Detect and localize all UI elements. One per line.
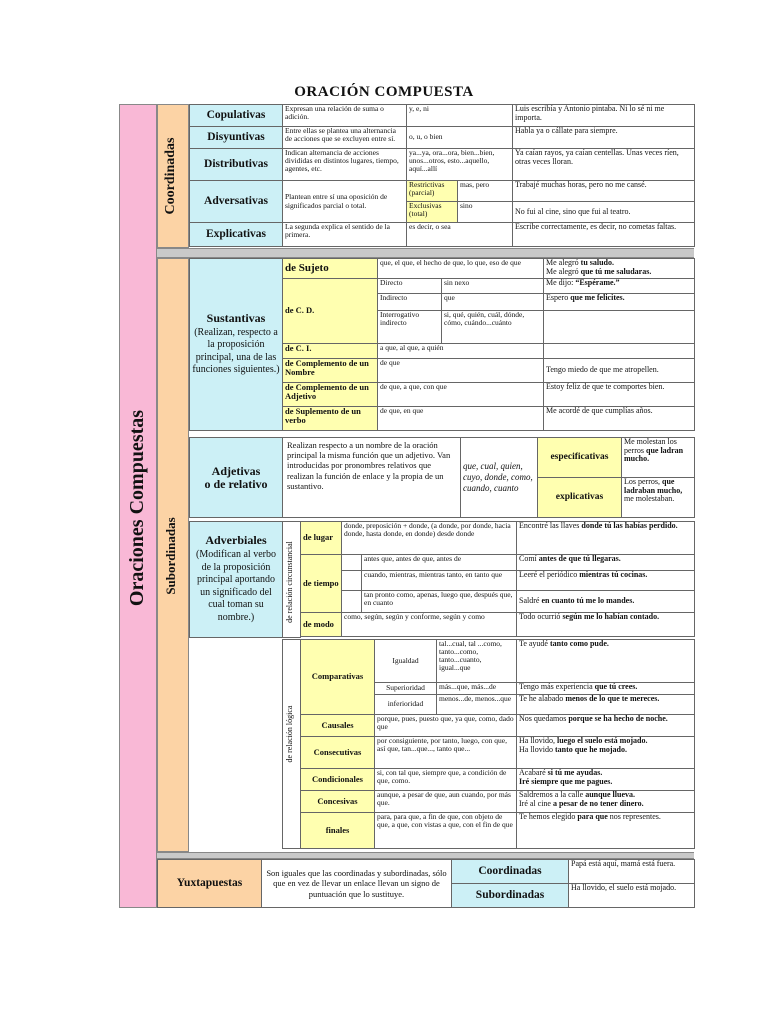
cd-subtype: Directo: [378, 279, 442, 294]
definition: Expresan una relación de suma o adición.: [283, 105, 407, 127]
row-label: Condicionales: [301, 769, 375, 791]
sustantivas-table: [189, 258, 695, 431]
row-label: Causales: [301, 715, 375, 737]
sustantivas-heading: Sustantivas: [206, 311, 266, 326]
example: Luis escribía y Antonio pintaba. Ni lo sé ni me importa.: [513, 105, 695, 127]
circunstancial-label: de relación circunstancial: [285, 541, 294, 623]
row-label: de Complemento de un Nombre: [283, 359, 378, 383]
main-label: Oraciones Compuestas: [126, 409, 148, 607]
nexos: es decir, o sea: [407, 223, 513, 247]
adverbiales-table: [189, 521, 695, 638]
circunstancial-cell: [283, 522, 301, 638]
row-label: Concesivas: [301, 791, 375, 813]
example: Estoy feliz de que te comportes bien.: [544, 383, 695, 407]
page-title: ORACIÓN COMPUESTA: [294, 84, 474, 100]
row-label: de lugar: [301, 522, 342, 555]
example: Comí antes de que tú llegaras.: [517, 555, 695, 571]
sub-label: Subordinadas: [163, 517, 178, 595]
adjetivas-desc: Realizan respecto a un nombre de la oración principal la misma función que un adjetivo. Van introducidas por pronombres relativos que realizan la función de enlace y la propia de un sustantivo.: [283, 438, 461, 518]
row-label: Distributivas: [190, 149, 283, 181]
row-label: finales: [301, 813, 375, 849]
example: Me acordé de que cumplías años.: [544, 407, 695, 431]
example: Encontré las llaves donde tú las habías perdido.: [517, 522, 695, 555]
adjetivas-cell: [190, 438, 283, 518]
nexos: ya...ya, ora...ora, bien...bien, unos...otros, esto...aquello, aquí...allí: [407, 149, 513, 181]
nexos: cuando, mientras, mientras tanto, en tanto que: [362, 571, 517, 591]
nexos: para, para que, a fin de que, con objeto de que, a que, con vistas a que, con el fin de que: [375, 813, 517, 849]
nexos: aunque, a pesar de que, aun cuando, por más que.: [375, 791, 517, 813]
example: Acabaré si tú me ayudas. Iré siempre que me pagues.: [517, 769, 695, 791]
adverbiales-desc: (Modifican al verbo de la proposición principal aportando un significado del cual toman su nombre.): [196, 549, 276, 623]
comp-subtype: inferioridad: [375, 695, 437, 715]
nexos: y, e, ni: [407, 105, 513, 127]
nexos: por consiguiente, por tanto, luego, con que, así que, tan...que..., tanto que...: [375, 737, 517, 769]
cd-subtype: Indirecto: [378, 294, 442, 311]
adverbiales-heading: Adverbiales: [205, 533, 267, 548]
nexos: de que: [378, 359, 544, 383]
example: Todo ocurrió según me lo habían contado.: [517, 613, 695, 637]
row-label: Explicativas: [190, 223, 283, 247]
nexos: antes que, antes de que, antes de: [362, 555, 517, 571]
example: Escribe correctamente, es decir, no cometas faltas.: [513, 223, 695, 247]
example: Espero que me felicites.: [544, 294, 695, 311]
row-label: Adversativas: [190, 181, 283, 223]
row-label: de modo: [301, 613, 342, 637]
adverbiales-cell: [190, 522, 283, 638]
spacer: [301, 637, 695, 638]
row-label: explicativas: [538, 478, 622, 518]
nexos: de que, a que, con que: [378, 383, 544, 407]
nexos: si, qué, quién, cuál, dónde, cómo, cuándo...cuánto: [442, 311, 544, 344]
example: Trabajé muchas horas, pero no me cansé.: [513, 181, 695, 202]
definition: Indican alternancia de acciones divididas en distintos lugares, tiempo, agentes, etc.: [283, 149, 407, 181]
comp-subtype: Igualdad: [375, 640, 437, 683]
row-label: de C. D.: [283, 279, 378, 344]
nexos: tal...cual, tal ...como, tanto...como, tanto...cuanto, igual...que: [437, 640, 517, 683]
row-label: Coordinadas: [452, 860, 569, 884]
definition: Plantean entre sí una oposición de significados parcial o total.: [283, 181, 407, 223]
nexos: mas, pero: [458, 181, 513, 202]
row-label: especificativas: [538, 438, 622, 478]
nexos: que, cual, quien, cuyo, donde, como, cuando, cuanto: [461, 438, 538, 518]
example: No fui al cine, sino que fui al teatro.: [513, 202, 695, 223]
separator: [157, 248, 694, 258]
example: Tengo miedo de que me atropellen.: [544, 359, 695, 383]
comp-subtype: Superioridad: [375, 683, 437, 695]
nexos: sin nexo: [442, 279, 544, 294]
example: Los perros, que ladraban mucho, me molestaban.: [622, 478, 695, 518]
example-empty: [544, 311, 695, 344]
spacer: [342, 555, 362, 571]
coordinadas-table: [189, 104, 695, 247]
logica-cell: [283, 640, 301, 849]
nexos: que, el que, el hecho de que, lo que, eso de que: [378, 259, 544, 279]
nexos: si, con tal que, siempre que, a condición de que, como.: [375, 769, 517, 791]
yuxtapuestas-desc: Son iguales que las coordinadas y subordinadas, sólo que en vez de llevar un enlace llevan un signo de puntuación que lo sustituye.: [262, 860, 452, 908]
example: Tengo más experiencia que tú crees.: [517, 683, 695, 695]
row-label: Disyuntivas: [190, 127, 283, 149]
example: Nos quedamos porque se ha hecho de noche.: [517, 715, 695, 737]
example: Ha llovido, luego el suelo está mojado. Ha llovido tanto que he mojado.: [517, 737, 695, 769]
spacer: [342, 571, 362, 591]
example: Papá está aquí, mamá está fuera.: [569, 860, 695, 884]
example: Saldremos a la calle aunque llueva. Iré al cine a pesar de no tener dinero.: [517, 791, 695, 813]
definition: Entre ellas se plantea una alternancia de acciones que se excluyen entre sí.: [283, 127, 407, 149]
example: Te ayudé tanto como pude.: [517, 640, 695, 683]
row-label: de C. I.: [283, 344, 378, 359]
row-label: de Suplemento de un verbo: [283, 407, 378, 431]
sustantivas-desc: (Realizan, respecto a la proposición principal, una de las funciones siguientes.): [192, 326, 280, 376]
nexos: tan pronto como, apenas, luego que, después que, en cuanto: [362, 591, 517, 613]
example: Me dijo: “Espérame.”: [544, 279, 695, 294]
spacer: [342, 591, 362, 613]
nexos: más...que, más...de: [437, 683, 517, 695]
yuxtapuestas-table: [157, 859, 695, 908]
example-empty: [544, 344, 695, 359]
example: Te he alabado menos de lo que te mereces.: [517, 695, 695, 715]
nexos: como, según, según y conforme, según y como: [342, 613, 517, 637]
adjetivas-subheading: o de relativo: [204, 476, 268, 491]
cd-subtype: Interrogativo indirecto: [378, 311, 442, 344]
nexos: que: [442, 294, 544, 311]
row-label: Consecutivas: [301, 737, 375, 769]
example: Leeré el periódico mientras tú cocinas.: [517, 571, 695, 591]
nexos: sino: [458, 202, 513, 223]
definition: La segunda explica el sentido de la primera.: [283, 223, 407, 247]
subtype: Exclusivas (total): [407, 202, 458, 223]
row-label: de tiempo: [301, 555, 342, 613]
row-label: de Sujeto: [283, 259, 378, 279]
example: Me molestan los perros que ladran mucho.: [622, 438, 695, 478]
adjetivas-table: [189, 437, 695, 518]
example: Saldré en cuanto tú me lo mandes.: [517, 591, 695, 613]
example: Ya caían rayos, ya caían centellas. Unas veces ríen, otras veces lloran.: [513, 149, 695, 181]
adverbiales-logicas-table: [282, 639, 695, 849]
nexos: menos...de, menos...que: [437, 695, 517, 715]
example: Habla ya o cállate para siempre.: [513, 127, 695, 149]
subtype: Restrictivas (parcial): [407, 181, 458, 202]
example: Te hemos elegido para que nos representes.: [517, 813, 695, 849]
example: Ha llovido, el suelo está mojado.: [569, 884, 695, 908]
example: Me alegró tu saludo. Me alegró que tú me saludaras.: [544, 259, 695, 279]
adjetivas-heading: Adjetivas: [211, 463, 261, 478]
nexos: de que, en que: [378, 407, 544, 431]
coord-label: Coordinadas: [163, 137, 178, 215]
row-label: Subordinadas: [452, 884, 569, 908]
row-label: Copulativas: [190, 105, 283, 127]
nexos: donde, preposición + donde, (a donde, por donde, hacia donde, hasta donde, en donde) desde donde: [342, 522, 517, 555]
nexos: porque, pues, puesto que, ya que, como, dado que: [375, 715, 517, 737]
logica-label: de relación lógica: [285, 705, 294, 763]
row-label: de Complemento de un Adjetivo: [283, 383, 378, 407]
row-label: Comparativas: [301, 640, 375, 715]
nexos: o, u, o bien: [407, 127, 513, 149]
nexos: a que, al que, a quién: [378, 344, 544, 359]
yuxtapuestas-label: Yuxtapuestas: [158, 860, 262, 908]
separator: [157, 852, 694, 859]
sustantivas-cell: [190, 259, 283, 431]
